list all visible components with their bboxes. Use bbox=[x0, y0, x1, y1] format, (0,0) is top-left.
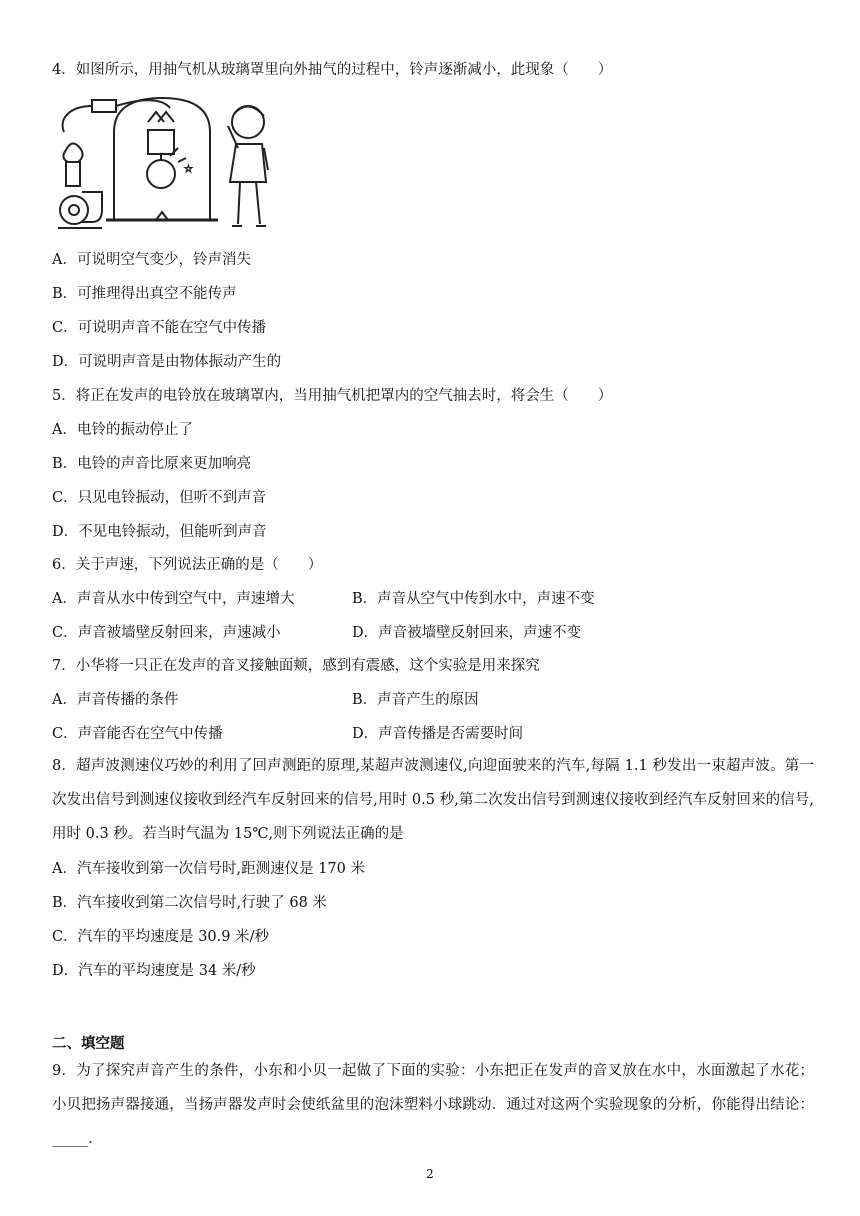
q7-stem: 7．小华将一只正在发声的音叉接触面颊，感到有震感，这个实验是用来探究 bbox=[52, 658, 540, 674]
q6-option-b: B．声音从空气中传到水中，声速不变 bbox=[352, 591, 595, 607]
q8-option-a: A．汽车接收到第一次信号时,距测速仪是 170 米 bbox=[52, 861, 365, 877]
q6-option-a: A．声音从水中传到空气中，声速增大 bbox=[52, 591, 295, 607]
q6-stem: 6．关于声速，下列说法正确的是（ ） bbox=[52, 557, 323, 573]
q5-option-b: B．电铃的声音比原来更加响亮 bbox=[52, 456, 252, 472]
q7-option-d: D．声音传播是否需要时间 bbox=[352, 726, 524, 742]
q8-stem: 8．超声波测速仪巧妙的利用了回声测距的原理,某超声波测速仪,向迎面驶来的汽车,每隔 1.1 秒发出一束超声波。第一次发出信号到测速仪接收到经汽车反射回来的信号,用时 0.5 秒,第二次发出信号到测速仪接收到经汽车反射回来的信号,用时 0.3 秒。若当时气温为 15℃,则下列说法正确的是 bbox=[52, 758, 814, 842]
q8-option-b: B．汽车接收到第二次信号时,行驶了 68 米 bbox=[52, 895, 327, 911]
q7-option-a: A．声音传播的条件 bbox=[52, 692, 179, 708]
bell-jar-experiment-figure bbox=[52, 92, 284, 234]
q8-option-c: C．汽车的平均速度是 30.9 米/秒 bbox=[52, 929, 269, 945]
q7-option-b: B．声音产生的原因 bbox=[352, 692, 479, 708]
q4-stem: 4．如图所示，用抽气机从玻璃罩里向外抽气的过程中，铃声逐渐减小，此现象（ ） bbox=[52, 62, 613, 78]
q4-option-a: A．可说明空气变少，铃声消失 bbox=[52, 252, 251, 268]
q5-option-d: D．不见电铃振动，但能听到声音 bbox=[52, 524, 267, 540]
q7-option-c: C．声音能否在空气中传播 bbox=[52, 726, 223, 742]
q9-stem: 9．为了探究声音产生的条件，小东和小贝一起做了下面的实验：小东把正在发声的音叉放在水中，水面激起了水花；小贝把扬声器接通，当扬声器发声时会使纸盆里的泡沫塑料小球跳动．通过对这两个实验现象的分析，你能得出结论：_____． bbox=[52, 1063, 814, 1147]
q4-option-d: D．可说明声音是由物体振动产生的 bbox=[52, 354, 282, 370]
q5-option-c: C．只见电铃振动，但听不到声音 bbox=[52, 490, 267, 506]
q5-stem: 5．将正在发声的电铃放在玻璃罩内，当用抽气机把罩内的空气抽去时，将会生（ ） bbox=[52, 388, 613, 404]
page-number: 2 bbox=[426, 1167, 434, 1181]
q8-option-d: D．汽车的平均速度是 34 米/秒 bbox=[52, 963, 256, 979]
q5-option-a: A．电铃的振动停止了 bbox=[52, 422, 193, 438]
q4-option-c: C．可说明声音不能在空气中传播 bbox=[52, 320, 267, 336]
q6-option-d: D．声音被墙壁反射回来，声速不变 bbox=[352, 625, 582, 641]
q6-option-c: C．声音被墙壁反射回来，声速减小 bbox=[52, 625, 281, 641]
svg-text:☆: ☆ bbox=[184, 164, 193, 175]
q4-option-b: B．可推理得出真空不能传声 bbox=[52, 286, 237, 302]
section-heading: 二、填空题 bbox=[52, 1035, 125, 1052]
